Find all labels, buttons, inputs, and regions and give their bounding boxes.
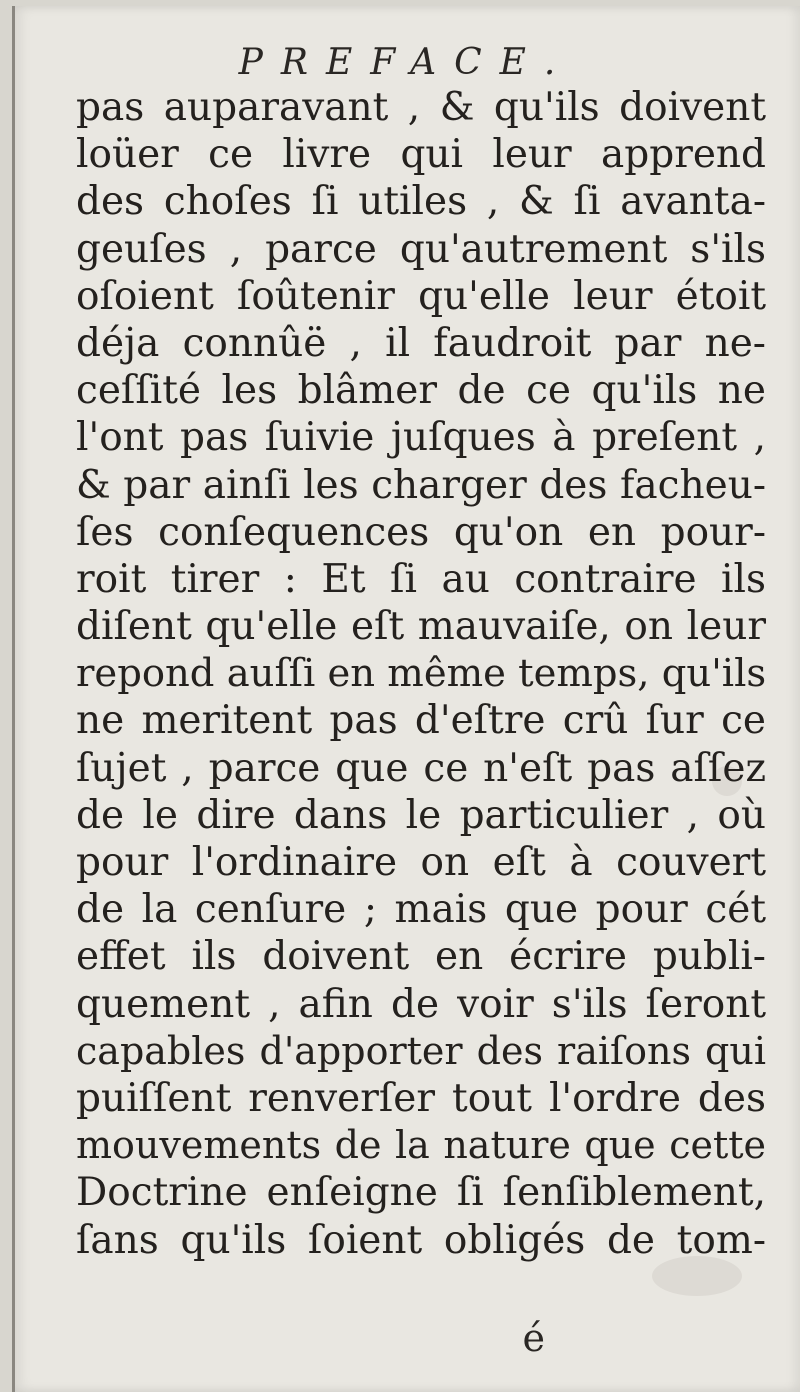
text-line: capables d'apporter des raiſons qui (76, 1028, 766, 1073)
text-line: de le dire dans le particulier , où (76, 792, 766, 838)
text-line: pour l'ordinaire on eſt à couvert (76, 840, 766, 885)
text-line: roit tirer : Et ſi au contraire ils (76, 556, 766, 602)
text-line: mouvements de la nature que cette (76, 1123, 766, 1168)
text-line: ſans qu'ils ſoient obligés de tom- (76, 1217, 766, 1263)
text-line: de la cenſure ; mais que pour cét (76, 887, 766, 933)
text-line: des choſes ſi utiles , & ſi avanta- (76, 179, 766, 225)
paper-sheet (12, 6, 800, 1392)
text-line: pas auparavant , & qu'ils doivent (76, 85, 766, 130)
text-line: ſes conſequences qu'on en pour- (76, 509, 766, 555)
body-text (76, 84, 766, 1264)
text-line: l'ont pas ſuivie juſques à preſent , (76, 415, 766, 461)
text-line: loüer ce livre qui leur apprend (76, 132, 766, 178)
text-line: quement , afin de voir s'ils ſeront (76, 981, 766, 1027)
text-line: Doctrine enſeigne ſi ſenſiblement, (76, 1170, 766, 1216)
text-line: ceſſité les blâmer de ce qu'ils ne (76, 368, 766, 414)
text-line: oſoient ſoûtenir qu'elle leur étoit (76, 273, 766, 319)
text-line: repond auſſi en même temps, qu'ils (76, 651, 766, 697)
running-header: PREFACE. (238, 42, 574, 83)
text-line: ne meritent pas d'eſtre crû ſur ce (76, 698, 766, 744)
text-line: diſent qu'elle eſt mauvaiſe, on leur (76, 604, 766, 650)
text-line: déja connûë , il faudroit par ne- (76, 320, 766, 366)
text-line: effet ils doivent en écrire publi- (76, 934, 766, 980)
text-line: puiſſent renverſer tout l'ordre des (76, 1075, 766, 1121)
catchword: é (522, 1316, 545, 1360)
text-line: & par ainſi les charger des facheu- (76, 462, 766, 508)
text-line: ſujet , parce que ce n'eſt pas aſſez (76, 745, 766, 791)
text-line: geuſes , parce qu'autrement s'ils (76, 226, 766, 272)
